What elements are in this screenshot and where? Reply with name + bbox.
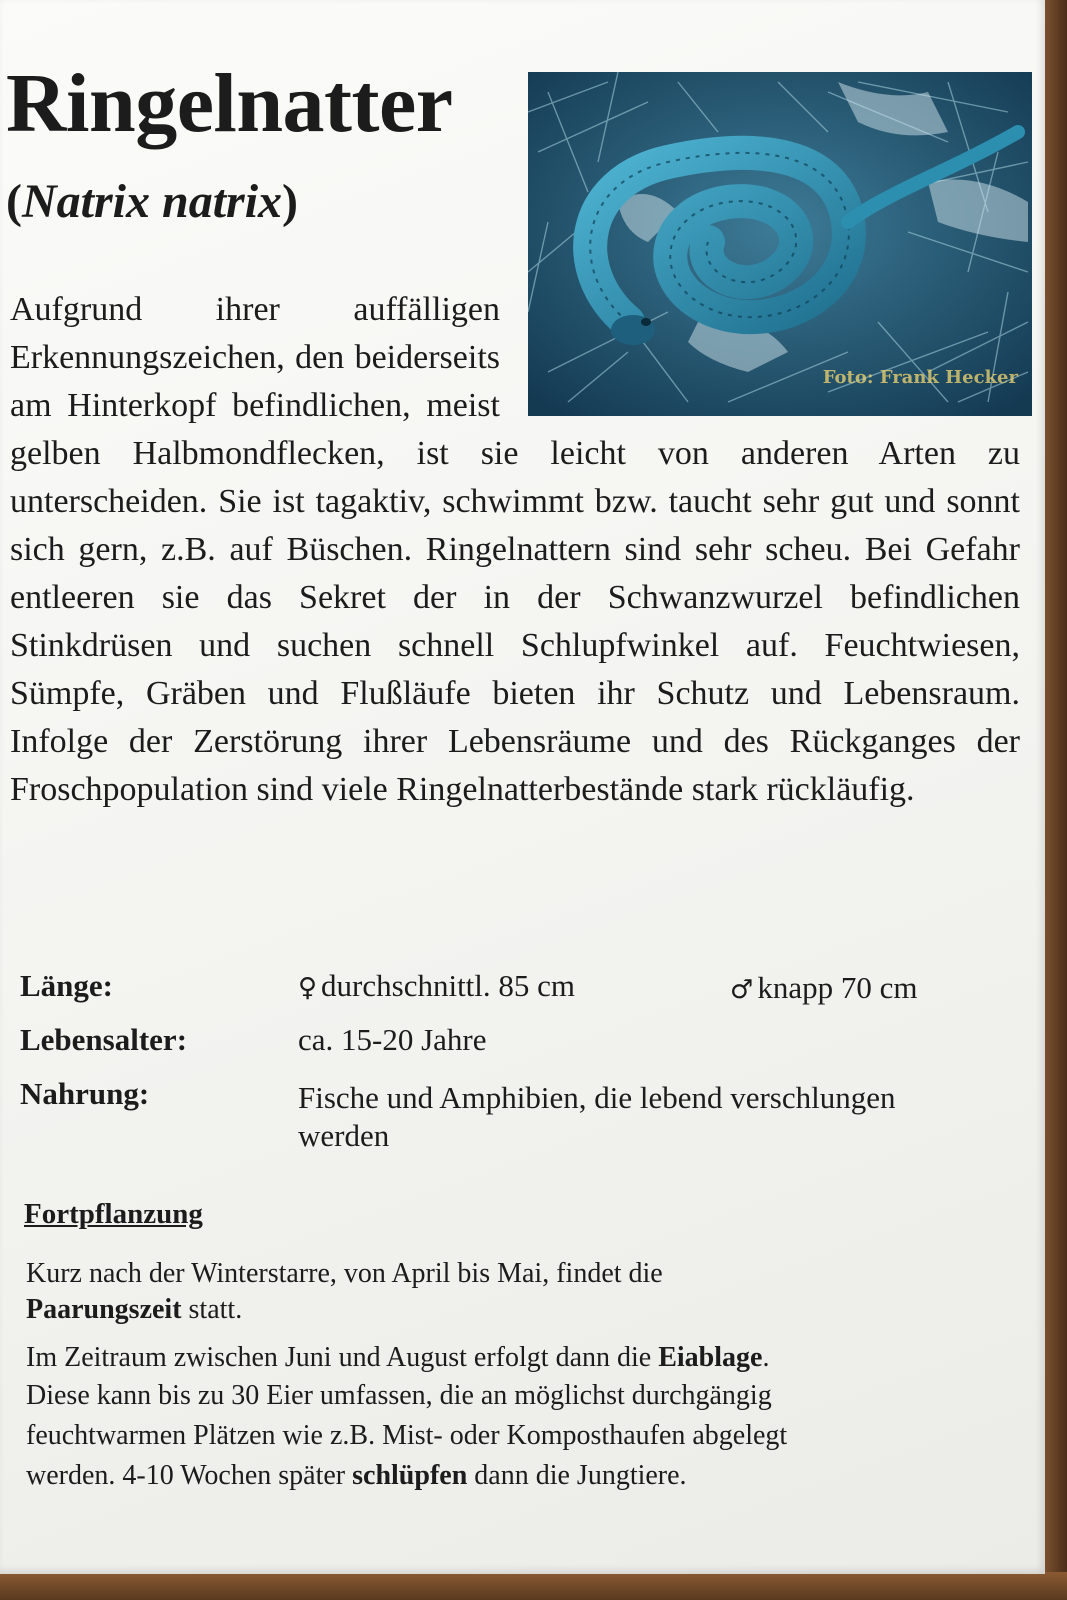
reproduction-line-2 <box>26 1292 242 1328</box>
egg-laying-start: Im Zeitraum zwischen Juni und August erfolgt dann die <box>26 1342 659 1373</box>
food-label: Nahrung: <box>20 1076 150 1111</box>
mating-season-end: statt. <box>181 1294 243 1325</box>
frame-right <box>1045 0 1067 1600</box>
hatching-start: werden. 4-10 Wochen später <box>26 1460 353 1491</box>
section-heading: Fortpflanzung <box>24 1198 203 1230</box>
egg-laying: Eiablage <box>658 1342 763 1373</box>
age-label: Lebensalter: <box>20 1022 188 1057</box>
egg-laying-end: . <box>762 1342 770 1373</box>
length-female <box>298 966 575 1008</box>
subtitle-close: ) <box>282 175 299 228</box>
photo-credit: Foto: Frank Hecker <box>822 367 1018 388</box>
description-content: Aufgrund ihrer auffälligen Erkennungszeichen, den beiderseits am Hinterkopf befindlichen, meist gelben Halbmondflecken, ist sie leicht von anderen Arten zu unterscheiden. Sie ist tagaktiv, schwimmt bzw. taucht sehr gut und sonnt sich gern, z.B. auf Büschen. Ringelnattern sind sehr scheu. Bei Gefahr entleeren sie das Sekret der in der Schwanzwurzel befindlichen Stinkdrüsen und suchen schnell Schlupfwinkel auf. Feuchtwiesen, Sümpfe, Gräben und Flußläufe bieten ihr Schutz und Lebensraum. Infolge der Zerstörung ihrer Lebensräume und des Rückganges der Froschpopulation sind viele Ringelnatterbestände stark rückläufig. <box>10 291 1020 808</box>
food-value-line1: Fische und Amphibien, die lebend verschlungen <box>298 1080 896 1115</box>
female-icon: ♀ <box>298 973 318 1003</box>
reproduction-line-6 <box>26 1458 687 1494</box>
species-name <box>6 175 299 228</box>
reproduction-line-1: Kurz nach der Winterstarre, von April bis Mai, findet die <box>26 1258 663 1289</box>
age-value: ca. 15-20 Jahre <box>298 1022 487 1057</box>
length-label: Länge: <box>20 968 113 1003</box>
frame-bottom <box>0 1572 1067 1600</box>
food-value-line2: werden <box>298 1118 390 1153</box>
subtitle-open: ( <box>6 175 22 228</box>
page-title: Ringelnatter <box>6 57 453 150</box>
species-latin: Natrix natrix <box>21 175 283 228</box>
length-female-value: durchschnittl. 85 cm <box>321 968 576 1003</box>
hatching: schlüpfen <box>352 1460 468 1491</box>
length-male <box>730 970 917 1006</box>
hatching-end: dann die Jungtiere. <box>467 1460 687 1491</box>
description-text <box>10 286 1020 814</box>
length-male-value: knapp 70 cm <box>757 970 918 1005</box>
reproduction-line-4: Diese kann bis zu 30 Eier umfassen, die an möglichst durchgängig <box>26 1380 772 1411</box>
mating-season: Paarungszeit <box>26 1294 182 1325</box>
male-icon: ♂ <box>730 975 754 1005</box>
reproduction-line-3 <box>26 1340 769 1376</box>
reproduction-line-5: feuchtwarmen Plätzen wie z.B. Mist- oder Komposthaufen abgelegt <box>26 1420 788 1451</box>
photo-spacer <box>500 286 1020 430</box>
